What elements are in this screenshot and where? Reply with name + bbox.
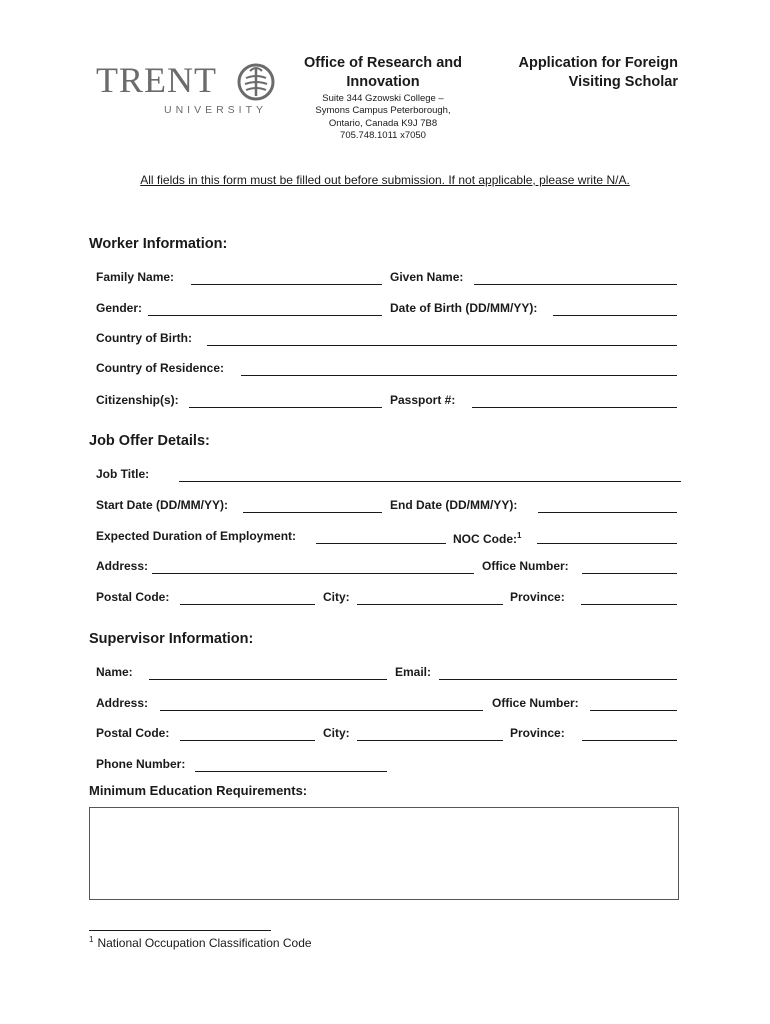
citizenship-field[interactable] <box>189 407 382 408</box>
supervisor-name-field[interactable] <box>149 679 387 680</box>
job-city-field[interactable] <box>357 604 503 605</box>
job-postal-code-label: Postal Code: <box>96 590 170 604</box>
supervisor-postal-code-label: Postal Code: <box>96 726 170 740</box>
section-supervisor-heading: Supervisor Information: <box>89 631 254 647</box>
footnote-ref: 1 <box>89 935 94 944</box>
country-birth-field[interactable] <box>207 345 677 346</box>
family-name-label: Family Name: <box>96 270 175 284</box>
supervisor-province-field[interactable] <box>582 740 677 741</box>
office-title: Office of Research and Innovation <box>304 55 462 90</box>
noc-code-field[interactable] <box>537 543 677 544</box>
passport-field[interactable] <box>472 407 677 408</box>
given-name-field[interactable] <box>474 284 677 285</box>
footnote-text: National Occupation Classification Code <box>97 936 312 950</box>
gender-field[interactable] <box>148 315 382 316</box>
education-heading: Minimum Education Requirements: <box>89 783 308 798</box>
duration-field[interactable] <box>316 543 446 544</box>
form-title: Application for Foreign Visiting Scholar <box>518 55 678 90</box>
job-province-label: Province: <box>510 590 565 604</box>
country-residence-field[interactable] <box>241 375 677 376</box>
supervisor-province-label: Province: <box>510 726 565 740</box>
logo-wordmark: TRENT <box>96 60 217 100</box>
supervisor-city-field[interactable] <box>357 740 503 741</box>
duration-label: Expected Duration of Employment: <box>96 529 297 543</box>
end-date-field[interactable] <box>538 512 677 513</box>
supervisor-office-number-label: Office Number: <box>492 696 579 710</box>
office-phone: 705.748.1011 x7050 <box>340 129 426 141</box>
job-address-label: Address: <box>96 559 149 573</box>
supervisor-city-label: City: <box>323 726 350 740</box>
supervisor-email-field[interactable] <box>439 679 677 680</box>
job-office-number-field[interactable] <box>582 573 677 574</box>
job-title-field[interactable] <box>179 481 681 482</box>
form-notice: All fields in this form must be filled out before submission. If not applicable, please write N/A. <box>140 173 630 187</box>
supervisor-address-label: Address: <box>96 696 149 710</box>
supervisor-name-label: Name: <box>96 665 133 679</box>
job-office-number-label: Office Number: <box>482 559 569 573</box>
supervisor-phone-label: Phone Number: <box>96 757 186 771</box>
noc-footnote-ref: 1 <box>517 531 522 540</box>
job-title-label: Job Title: <box>96 467 150 481</box>
country-birth-label: Country of Birth: <box>96 331 192 345</box>
family-name-field[interactable] <box>191 284 382 285</box>
noc-code-label: NOC Code:$^1$ <box>453 531 522 546</box>
country-residence-label: Country of Residence: <box>96 361 225 375</box>
supervisor-postal-code-field[interactable] <box>180 740 315 741</box>
office-address: Suite 344 Gzowski College – Symons Campus Peterborough, Ontario, Canada K9J 7B8 705.748.1011 x7050 <box>288 93 478 142</box>
dob-field[interactable] <box>553 315 677 316</box>
job-address-field[interactable] <box>152 573 474 574</box>
citizenship-label: Citizenship(s): <box>96 393 179 407</box>
end-date-label: End Date (DD/MM/YY): <box>390 498 518 512</box>
logo-subtext: UNIVERSITY <box>164 104 268 116</box>
footnote <box>89 936 312 950</box>
section-worker-heading: Worker Information: <box>89 236 228 252</box>
trent-university-logo <box>96 60 276 122</box>
supervisor-address-field[interactable] <box>160 710 483 711</box>
supervisor-office-number-field[interactable] <box>590 710 677 711</box>
footnote-divider <box>89 930 271 931</box>
trent-emblem-icon <box>236 62 276 102</box>
passport-label: Passport #: <box>390 393 456 407</box>
education-requirements-textbox[interactable] <box>89 807 679 900</box>
start-date-label: Start Date (DD/MM/YY): <box>96 498 229 512</box>
gender-label: Gender: <box>96 301 143 315</box>
start-date-field[interactable] <box>243 512 382 513</box>
dob-label: Date of Birth (DD/MM/YY): <box>390 301 538 315</box>
supervisor-email-label: Email: <box>395 665 432 679</box>
given-name-label: Given Name: <box>390 270 464 284</box>
section-job-heading: Job Offer Details: <box>89 433 210 449</box>
job-city-label: City: <box>323 590 350 604</box>
supervisor-phone-field[interactable] <box>195 771 387 772</box>
job-province-field[interactable] <box>581 604 677 605</box>
job-postal-code-field[interactable] <box>180 604 315 605</box>
